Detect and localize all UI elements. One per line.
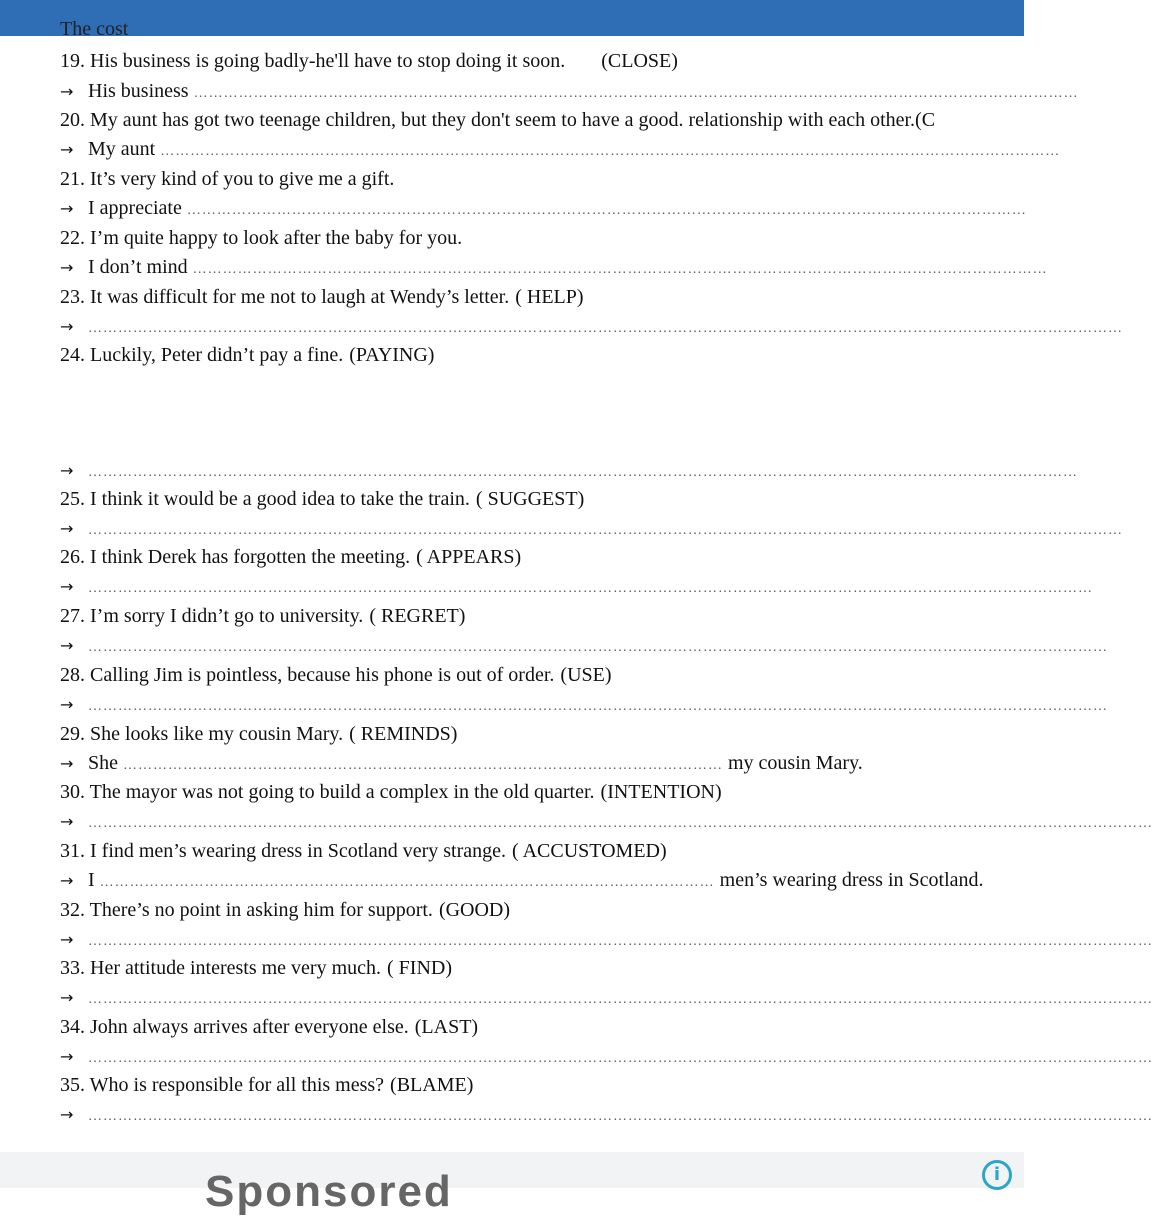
question-line — [0, 224, 1084, 253]
question-line — [0, 602, 1084, 631]
keyword-hint: ( HELP) — [515, 286, 584, 308]
keyword-hint: ( FIND) — [387, 957, 453, 979]
question-line — [0, 1071, 1084, 1100]
answer-blank[interactable]: …………………………………………………………………………………………………………………………………………………………………………………………… — [88, 1051, 1153, 1066]
answer-line[interactable] — [0, 514, 1123, 543]
question-line — [0, 485, 1084, 514]
answer-lead-text: My aunt — [88, 138, 156, 160]
question-prompt: His business is going badly-he'll have to stop doing it soon. — [90, 50, 566, 72]
arrow-icon: → — [60, 1105, 74, 1124]
question-prompt: I think it would be a good idea to take the train. — [90, 488, 470, 510]
keyword-hint: ( APPEARS) — [416, 546, 522, 568]
answer-lead-text: His business — [88, 80, 189, 102]
question-number: 22. — [60, 227, 85, 249]
answer-line[interactable] — [0, 456, 1084, 485]
answer-tail-text: men’s wearing dress in Scotland. — [719, 869, 984, 891]
answer-blank[interactable]: …………………………………………………………………………………………………………………………………………………………………………………………… — [88, 992, 1153, 1007]
answer-blank[interactable]: …………………………………………………………………………………………………………………………………………………………………………………… — [88, 640, 1108, 655]
answer-line[interactable] — [0, 312, 1123, 341]
question-prompt: It was difficult for me not to laugh at Wendy’s letter. — [90, 286, 510, 308]
arrow-icon: → — [60, 636, 74, 655]
keyword-hint: ( SUGGEST) — [475, 488, 585, 510]
answer-line[interactable] — [0, 866, 1084, 895]
question-number: 19. — [60, 50, 85, 72]
question-line — [0, 47, 1084, 76]
arrow-icon: → — [60, 930, 74, 949]
answer-lead-text: She — [88, 752, 118, 774]
question-number: 30. — [60, 781, 85, 803]
answer-blank[interactable]: …………………………………………………………………………………………………………………………………………………………………………………………… — [88, 1109, 1153, 1124]
question-prompt: I think Derek has forgotten the meeting. — [90, 546, 411, 568]
keyword-hint: (CLOSE) — [601, 50, 678, 72]
question-line — [0, 720, 1084, 749]
arrow-icon: → — [60, 1047, 74, 1066]
keyword-hint: (BLAME) — [390, 1074, 474, 1096]
keyword-hint: (USE) — [560, 664, 612, 686]
question-number: 21. — [60, 168, 85, 190]
answer-blank[interactable]: ……………………………………………………………………………………………………………………………………………………………………………………… — [88, 523, 1123, 538]
arrow-icon: → — [60, 140, 74, 159]
question-number: 32. — [60, 899, 85, 921]
answer-lead-text: I don’t mind — [88, 256, 188, 278]
question-prompt: Luckily, Peter didn’t pay a fine. — [90, 344, 344, 366]
arrow-icon: → — [60, 754, 74, 773]
question-prompt: It’s very kind of you to give me a gift. — [90, 168, 395, 190]
answer-line[interactable] — [0, 1042, 1153, 1071]
question-line — [0, 165, 1084, 194]
question-number: 27. — [60, 605, 85, 627]
question-prompt: I’m quite happy to look after the baby for you. — [90, 227, 463, 249]
question-number: 25. — [60, 488, 85, 510]
keyword-hint: (INTENTION) — [600, 781, 722, 803]
question-line — [0, 1013, 1084, 1042]
answer-blank[interactable]: ……………………………………………………………………………………………………………………………………………………… — [192, 262, 1048, 277]
question-line — [0, 283, 1084, 312]
answer-line[interactable] — [0, 77, 1084, 106]
answer-line[interactable] — [0, 925, 1153, 954]
answer-blank[interactable]: ……………………………………………………………………………………………………………………………………………………………… — [160, 144, 1061, 159]
arrow-icon: → — [60, 695, 74, 714]
arrow-icon: → — [60, 82, 74, 101]
answer-blank[interactable]: …………………………………………………………………………………………………………………………………………………………………………………………… — [88, 816, 1153, 831]
answer-line[interactable] — [0, 253, 1084, 282]
arrow-icon: → — [60, 199, 74, 218]
question-prompt: I find men’s wearing dress in Scotland very strange. — [90, 840, 507, 862]
arrow-icon: → — [60, 812, 74, 831]
question-prompt: There’s no point in asking him for support. — [89, 899, 433, 921]
question-line — [0, 106, 1084, 135]
question-prompt: I’m sorry I didn’t go to university. — [90, 605, 364, 627]
answer-line[interactable] — [0, 572, 1093, 601]
keyword-hint: (PAYING) — [349, 344, 435, 366]
answer-lead-text: I — [88, 869, 95, 891]
question-number: 23. — [60, 286, 85, 308]
arrow-icon: → — [60, 988, 74, 1007]
answer-line[interactable] — [0, 631, 1108, 660]
question-number: 29. — [60, 723, 85, 745]
question-prompt: She looks like my cousin Mary. — [90, 723, 344, 745]
question-number: 28. — [60, 664, 85, 686]
arrow-icon: → — [60, 519, 74, 538]
answer-tail-text: my cousin Mary. — [728, 752, 863, 774]
arrow-icon: → — [60, 317, 74, 336]
info-icon[interactable]: i — [982, 1160, 1012, 1190]
keyword-hint: (GOOD) — [438, 899, 511, 921]
question-number: 34. — [60, 1016, 85, 1038]
question-line — [0, 661, 1084, 690]
answer-line[interactable] — [0, 690, 1108, 719]
answer-line[interactable] — [0, 135, 1084, 164]
question-number: 24. — [60, 344, 85, 366]
answer-line[interactable] — [0, 1100, 1153, 1129]
keyword-hint: ( ACCUSTOMED) — [512, 840, 667, 862]
question-prompt: Who is responsible for all this mess? — [89, 1074, 385, 1096]
answer-blank[interactable]: …………………………………………………………………………………………………………………………………………………………………………………… — [88, 699, 1108, 714]
answer-blank[interactable]: ………………………………………………………………………………………………………………………………………………………………………………… — [88, 581, 1093, 596]
question-number: 31. — [60, 840, 85, 862]
answer-line[interactable] — [0, 983, 1153, 1012]
footer-ad-bar — [0, 1152, 1024, 1216]
question-prompt: Calling Jim is pointless, because his phone is out of order. — [90, 664, 555, 686]
question-number: 20. — [60, 109, 85, 131]
question-prompt: Her attitude interests me very much. — [90, 957, 382, 979]
question-prompt: My aunt has got two teenage children, but they don't seem to have a good. relationship with each other.(C — [90, 109, 936, 131]
answer-line[interactable] — [0, 749, 1084, 778]
answer-line[interactable] — [0, 194, 1084, 223]
question-number: 35. — [60, 1074, 85, 1096]
question-number: 33. — [60, 957, 85, 979]
question-line — [0, 954, 1084, 983]
answer-line[interactable] — [0, 807, 1153, 836]
keyword-hint: ( REMINDS) — [349, 723, 458, 745]
question-line — [0, 543, 1084, 572]
question-line — [0, 896, 1084, 925]
question-prompt: The mayor was not going to build a complex in the old quarter. — [89, 781, 595, 803]
sponsored-label: Sponsored — [205, 1167, 453, 1216]
arrow-icon: → — [60, 871, 74, 890]
arrow-icon: → — [60, 461, 74, 480]
arrow-icon: → — [60, 577, 74, 596]
answer-blank[interactable]: ……………………………………………………………………………………………………………………………………………………………………………………… — [88, 321, 1123, 336]
answer-lead-text: I appreciate — [88, 197, 182, 219]
answer-blank[interactable]: …………………………………………………………………………………………………………………………………………………………………………………………… — [88, 934, 1153, 949]
arrow-icon: → — [60, 258, 74, 277]
question-number: 26. — [60, 546, 85, 568]
question-prompt: John always arrives after everyone else. — [90, 1016, 409, 1038]
answer-blank[interactable]: …………………………………………………………………………………………………………………………………………………………… — [193, 86, 1079, 101]
question-line — [0, 341, 1084, 370]
answer-blank[interactable]: …………………………………………………………………………………………………………………………………………………… — [186, 203, 1027, 218]
question-line — [0, 837, 1084, 866]
keyword-hint: (LAST) — [414, 1016, 479, 1038]
question-line — [0, 778, 1084, 807]
cut-off-text: The cost — [60, 18, 129, 40]
keyword-hint: ( REGRET) — [369, 605, 466, 627]
answer-blank[interactable]: …………………………………………………………………………………………………………… — [99, 875, 715, 890]
answer-blank[interactable]: ………………………………………………………………………………………………………… — [123, 758, 723, 773]
answer-blank[interactable]: ……………………………………………………………………………………………………………………………………………………………………………… — [88, 465, 1078, 480]
